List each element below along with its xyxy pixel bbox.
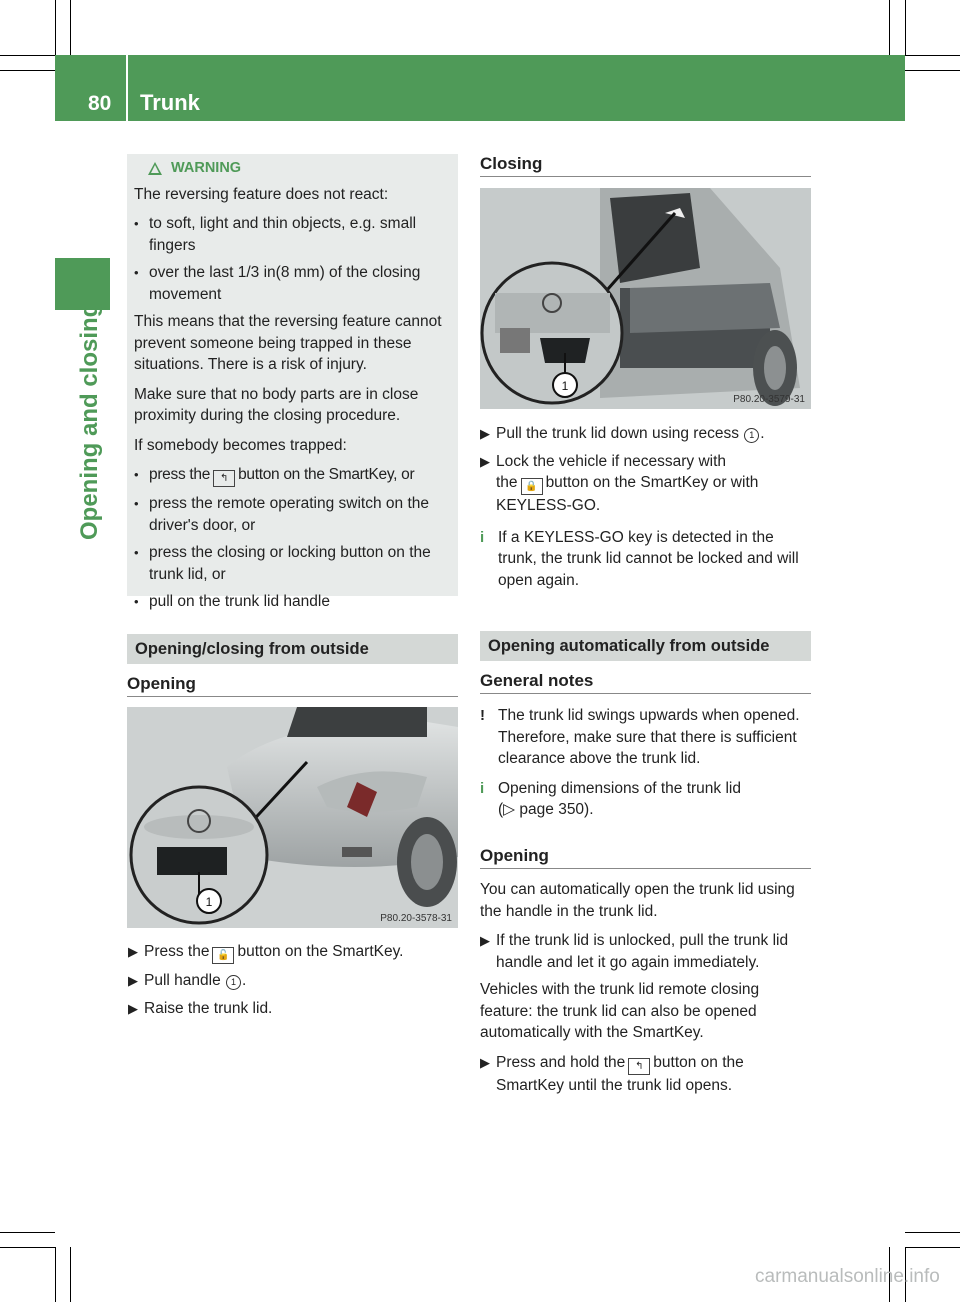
header-divider [126, 55, 128, 121]
bullet-icon: • [134, 545, 139, 560]
info-text: If a KEYLESS-GO key is detected in the trunk, the trunk lid cannot be locked and will open again. [498, 528, 799, 589]
warning-triangle-icon [148, 162, 162, 175]
step-arrow-icon: ▶ [128, 944, 138, 959]
photo-code: P80.20-3578-31 [380, 913, 452, 924]
crop-mark [70, 0, 71, 55]
step-text: . [760, 425, 765, 442]
exclamation-icon: ! [480, 707, 485, 724]
callout-number: 1 [205, 895, 213, 909]
step-text: SmartKey until the trunk lid opens. [496, 1076, 733, 1094]
paragraph: Vehicles with the trunk lid remote closing feature: the trunk lid can also be opened automatically with the SmartKey. [480, 981, 760, 1041]
list-item-text: button on the SmartKey, or [238, 466, 415, 483]
paragraph: You can automatically open the trunk lid using the handle in the trunk lid. [480, 881, 795, 920]
notice-text: The trunk lid swings upwards when opened. Therefore, make sure that there is sufficient clearance above the trunk lid. [498, 707, 800, 767]
info-note: i Opening dimensions of the trunk lid (▷ page 350). [480, 778, 815, 821]
photo-code: P80.20-3579-31 [733, 394, 805, 405]
section-heading: Opening automatically from outside [480, 631, 811, 661]
trunk-open-key-icon: ↰ [628, 1058, 650, 1075]
subsection-heading: Opening [127, 674, 458, 697]
crop-mark [0, 1247, 55, 1248]
step-text: button on the [653, 1053, 744, 1071]
step-text: Lock the vehicle if necessary with [496, 452, 727, 470]
closing-steps [480, 423, 815, 597]
list-item [134, 213, 454, 256]
info-note [480, 527, 815, 592]
step-text: KEYLESS-GO. [496, 497, 601, 514]
step-item [128, 998, 458, 1020]
step-text: button on the SmartKey or with [545, 474, 759, 491]
step-text: If the trunk lid is unlocked, pull the trunk lid handle and let it go again immediately. [496, 932, 789, 971]
info-text: Opening dimensions of the trunk lid [498, 779, 741, 797]
step-arrow-icon: ▶ [480, 426, 490, 441]
subsection-heading: General notes [480, 671, 811, 694]
step-item [128, 941, 458, 964]
list-item [134, 493, 454, 536]
list-item [134, 542, 454, 585]
step-text: . [242, 972, 247, 989]
info-icon: i [480, 779, 485, 797]
subsection-heading: Closing [480, 154, 811, 177]
list-item-text: to soft, light and thin objects, e.g. small fingers [149, 215, 417, 254]
trunk-opening-photo [127, 707, 458, 928]
bullet-icon: • [134, 265, 139, 280]
list-item-text: pull on the trunk lid handle [149, 593, 330, 610]
warning-heading [134, 158, 454, 180]
step-item [480, 423, 815, 445]
crop-mark [55, 0, 56, 55]
step-arrow-icon: ▶ [480, 933, 490, 948]
crop-mark [0, 55, 55, 56]
step-item [480, 1052, 815, 1097]
page-ref-arrow-icon: ▷ [503, 801, 516, 818]
trunk-closing-photo [480, 188, 811, 409]
crop-mark [889, 0, 890, 55]
warning-content [134, 158, 454, 619]
trunk-open-key-icon: ↰ [213, 470, 235, 487]
list-item [134, 262, 454, 305]
crop-mark [905, 55, 960, 56]
crop-mark [55, 1247, 56, 1302]
auto-opening-content [480, 879, 815, 1102]
step-arrow-icon: ▶ [480, 1054, 490, 1070]
callout-number: 1 [561, 379, 569, 393]
list-item-text: press the remote operating switch on the driver's door, or [149, 495, 430, 534]
warning-paragraph: If somebody becomes trapped: [134, 436, 347, 454]
callout-1-icon: 1 [744, 428, 759, 443]
step-item [128, 970, 458, 992]
crop-mark [0, 1232, 55, 1233]
crop-mark [0, 70, 55, 71]
list-item [134, 464, 454, 487]
trunk-closing-illustration [480, 188, 811, 409]
chapter-title: Opening and closing [76, 302, 103, 540]
section-heading: Opening/closing from outside [127, 634, 458, 664]
crop-mark [905, 1247, 960, 1248]
crop-mark [905, 70, 960, 71]
page-title: Trunk [140, 90, 200, 115]
step-arrow-icon: ▶ [480, 453, 490, 469]
callout-1-icon: 1 [226, 975, 241, 990]
step-text: the [496, 474, 518, 491]
step-arrow-icon: ▶ [128, 1000, 138, 1016]
crop-mark [70, 1247, 71, 1302]
watermark: carmanualsonline.info [755, 1266, 940, 1287]
general-notes [480, 705, 815, 827]
step-item [480, 930, 815, 973]
step-arrow-icon: ▶ [128, 973, 138, 988]
bullet-icon: • [134, 496, 139, 511]
step-text: Pull the trunk lid down using recess [496, 425, 739, 442]
notice-item [480, 705, 815, 770]
warning-paragraph: Make sure that no body parts are in close proximity during the closing procedure. [134, 385, 419, 424]
list-item-text: over the last 1/3 in(8 mm) of the closing movement [149, 264, 421, 303]
bullet-icon: • [134, 594, 139, 609]
page-number: 80 [88, 92, 112, 115]
trunk-car-illustration [127, 707, 458, 928]
info-icon: i [480, 528, 485, 546]
list-item [134, 591, 454, 613]
warning-title: WARNING [171, 160, 242, 176]
step-text: Pull handle [144, 972, 221, 989]
warning-intro: The reversing feature does not react: [134, 185, 389, 203]
bullet-icon: • [134, 216, 139, 231]
list-item-text: press the [149, 466, 211, 483]
opening-steps [128, 941, 458, 1025]
bullet-icon: • [134, 467, 139, 482]
page-reference-link[interactable]: page 350). [519, 801, 594, 818]
step-item [480, 451, 815, 517]
step-text: button on the SmartKey. [237, 943, 404, 960]
step-text: Press the [144, 943, 210, 960]
subsection-heading: Opening [480, 846, 811, 869]
warning-paragraph: This means that the reversing feature cannot prevent someone being trapped in these situations. There is a risk of injury. [134, 313, 442, 373]
step-text: Press and hold the [496, 1053, 626, 1071]
lock-key-icon: 🔒 [521, 478, 543, 495]
unlock-key-icon: 🔓 [212, 947, 234, 964]
step-text: Raise the trunk lid. [144, 999, 273, 1017]
crop-mark [905, 0, 906, 55]
list-item-text: press the closing or locking button on the trunk lid, or [149, 544, 431, 583]
crop-mark [905, 1232, 960, 1233]
